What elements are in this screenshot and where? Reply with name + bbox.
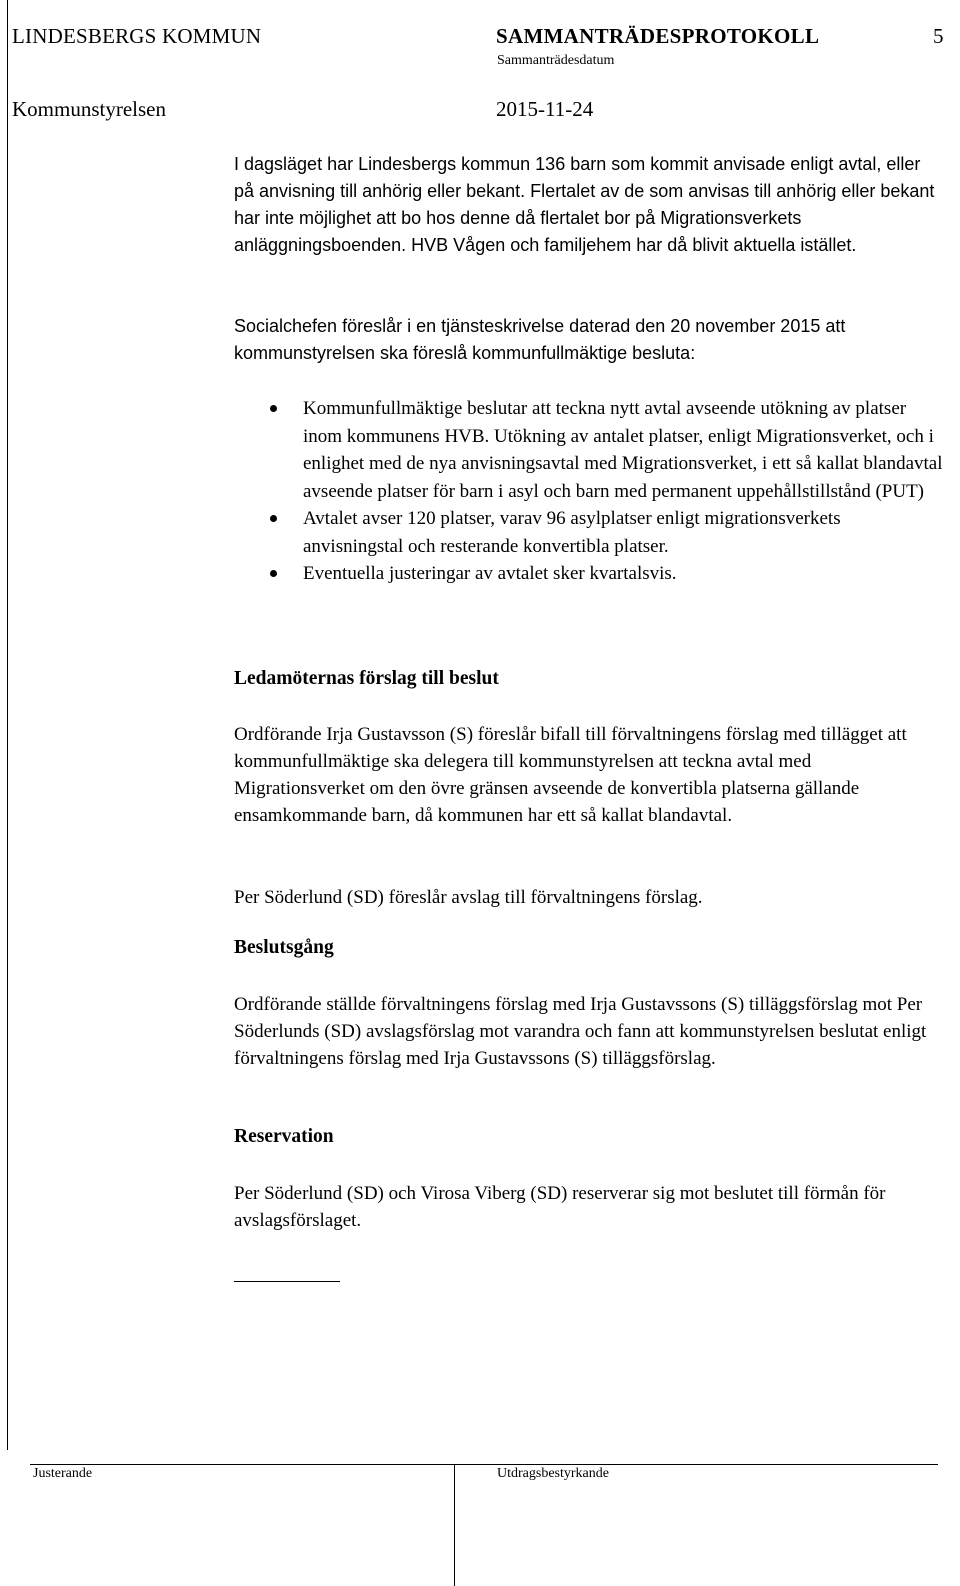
list-item-text: Avtalet avser 120 platser, varav 96 asylplatser enligt migrationsverkets anvisningstal och resterande konvertibla platser.	[303, 508, 841, 557]
meeting-date: 2015-11-24	[496, 97, 594, 121]
paragraph-sd-proposal: Per Söderlund (SD) föreslår avslag till förvaltningens förslag.	[234, 887, 703, 908]
section-end-rule	[234, 1281, 340, 1282]
list-item	[234, 505, 944, 560]
list-item-text: Eventuella justeringar av avtalet sker kvartalsvis.	[303, 563, 677, 584]
paragraph-decision-process: Ordförande ställde förvaltningens förslag med Irja Gustavssons (S) tilläggsförslag mot Per Söderlunds (SD) avslagsförslag mot varandra och fann att kommunstyrelsen beslutat enligt förvaltningens förslag med Irja Gustavssons (S) tilläggsförslag.	[234, 994, 927, 1069]
list-item	[234, 560, 944, 588]
list-item	[234, 395, 944, 505]
heading-decision-process: Beslutsgång	[234, 937, 334, 958]
organization-name: LINDESBERGS KOMMUN	[12, 24, 262, 48]
heading-members-proposals: Ledamöternas förslag till beslut	[234, 668, 499, 689]
paragraph-chair-proposal: Ordförande Irja Gustavsson (S) föreslår bifall till förvaltningens förslag med tillägget att kommunfullmäktige ska delegera till kommunstyrelsen att teckna avtal med Migrationsverket om den övre gränsen avseende de konvertibla platserna gällande ensamkommande barn, då kommunen har ett så kallat blandavtal.	[234, 724, 907, 826]
committee-name: Kommunstyrelsen	[12, 97, 166, 121]
paragraph-reservation: Per Söderlund (SD) och Virosa Viberg (SD) reserverar sig mot beslutet till förmån för avslagsförslaget.	[234, 1183, 886, 1231]
paragraph-proposal-intro: Socialchefen föreslår i en tjänsteskrivelse daterad den 20 november 2015 att kommunstyrelsen ska föreslå kommunfullmäktige besluta:	[234, 316, 846, 363]
footer-adjuster-label: Justerande	[33, 1466, 93, 1481]
footer-certifier-label: Utdragsbestyrkande	[497, 1466, 609, 1481]
proposal-bullet-list	[234, 395, 944, 588]
footer-divider	[454, 1464, 455, 1586]
page-number: 5	[933, 24, 944, 48]
footer-rule	[30, 1464, 938, 1465]
meeting-date-label: Sammanträdesdatum	[497, 53, 615, 68]
bullet-icon	[270, 515, 277, 522]
bullet-icon	[270, 570, 277, 577]
document-type: SAMMANTRÄDESPROTOKOLL	[496, 24, 820, 48]
bullet-icon	[270, 405, 277, 412]
left-margin-rule	[7, 0, 8, 1450]
heading-reservation: Reservation	[234, 1126, 334, 1147]
paragraph-current-situation: I dagsläget har Lindesbergs kommun 136 barn som kommit anvisade enligt avtal, eller på anvisning till anhörig eller bekant. Flertalet av de som anvisas till anhörig eller bekant har inte möjlighet att bo hos denne då flertalet bor på Migrationsverkets anläggningsboenden. HVB Vågen och familjehem har då blivit aktuella istället.	[234, 154, 935, 255]
list-item-text: Kommunfullmäktige beslutar att teckna nytt avtal avseende utökning av platser inom kommunens HVB. Utökning av antalet platser, enligt Migrationsverket, och i enlighet med de nya anvisningsavtal med Migrationsverket, i ett så kallat blandavtal avseende platser för barn i asyl och barn med permanent uppehållstillstånd (PUT)	[303, 398, 943, 502]
